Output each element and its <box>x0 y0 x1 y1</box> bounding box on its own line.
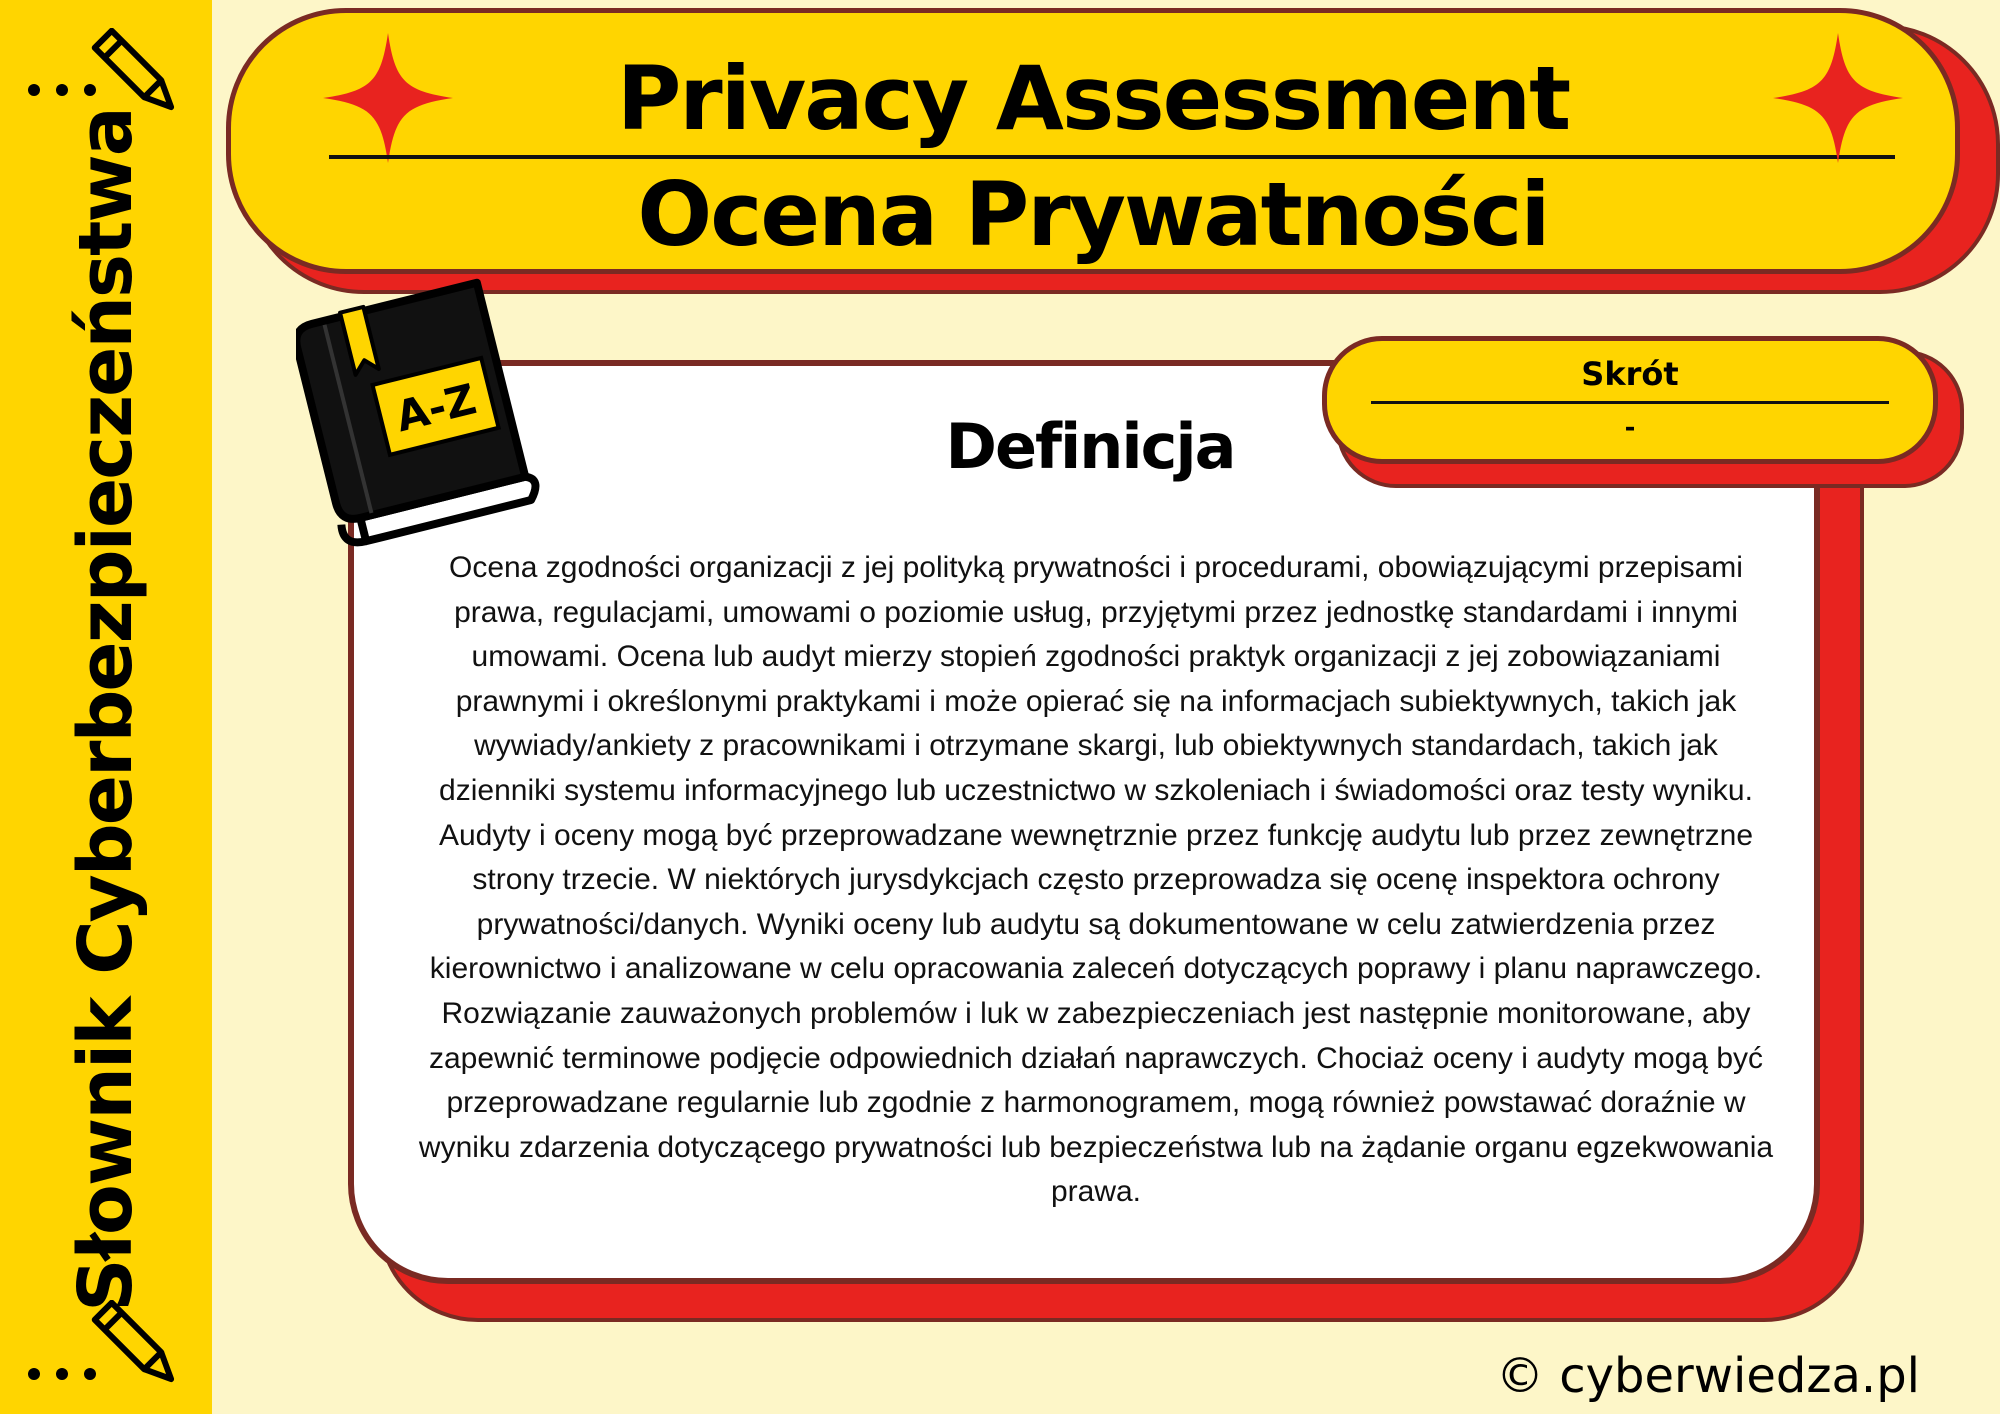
sidebar <box>0 0 212 1414</box>
ellipsis-icon <box>28 84 96 96</box>
definition-heading: Definicja <box>945 410 1235 483</box>
definition-text: Ocena zgodności organizacji z jej polityką prywatności i procedurami, obowiązującymi przepisami prawa, regulacjami, umowami o poziomie usług, przyjętymi przez jednostkę standardami i innymi umowami. Ocena lub audyt mierzy stopień zgodności praktyk organizacji z jej zobowiązaniami prawnymi i określonymi praktykami i może opierać się na informacjach subiektywnych, takich jak wywiady/ankiety z pracownikami i otrzymane skargi, lub obiektywnych standardach, takich jak dzienniki systemu informacyjnego lub uczestnictwo w szkoleniach i świadomości oraz testy wyniku. Audyty i oceny mogą być przeprowadzane wewnętrznie przez funkcję audytu lub przez zewnętrzne strony trzecie. W niektórych jurysdykcjach często przeprowadza się ocenę inspektora ochrony prywatności/danych. Wyniki oceny lub audytu są dokumentowane w celu zatwierdzenia przez kierownictwo i analizowane w celu opracowania zaleceń dotyczących poprawy i planu naprawczego. Rozwiązanie zauważonych problemów i luk w zabezpieczeniach jest następnie monitorowane, aby zapewnić terminowe podjęcie odpowiednich działań naprawczych. Chociaż oceny i audyty mogą być przeprowadzane regularnie lub zgodnie z harmonogramem, mogą również powstawać doraźnie w wyniku zdarzenia dotyczącego prywatności lub bezpieczeństwa lub na żądanie organu egzekwowania prawa. <box>418 551 1774 1209</box>
abbreviation-value: - <box>1624 413 1636 443</box>
page-title-english: Privacy Assessment <box>616 47 1570 150</box>
title-banner <box>226 8 1960 274</box>
page-title-polish: Ocena Prywatności <box>637 163 1549 266</box>
pencil-icon <box>95 31 180 116</box>
dictionary-book-icon <box>296 270 546 550</box>
abbreviation-divider <box>1371 401 1889 404</box>
title-divider <box>329 155 1895 159</box>
definition-card <box>348 360 1820 1284</box>
abbreviation-label: Skrót <box>1581 355 1679 393</box>
copyright-footer: © cyberwiedza.pl <box>1495 1348 1920 1404</box>
sidebar-title: Słownik Cyberbezpieczeństwa <box>63 108 149 1312</box>
ellipsis-pencil-decoration <box>22 28 192 118</box>
ellipsis-pencil-decoration <box>22 1300 192 1390</box>
ellipsis-icon <box>28 1368 96 1380</box>
book-label: A-Z <box>390 374 481 442</box>
pencil-icon <box>95 1303 180 1388</box>
abbreviation-box <box>1322 336 1938 464</box>
four-point-star-icon <box>1773 33 1903 163</box>
